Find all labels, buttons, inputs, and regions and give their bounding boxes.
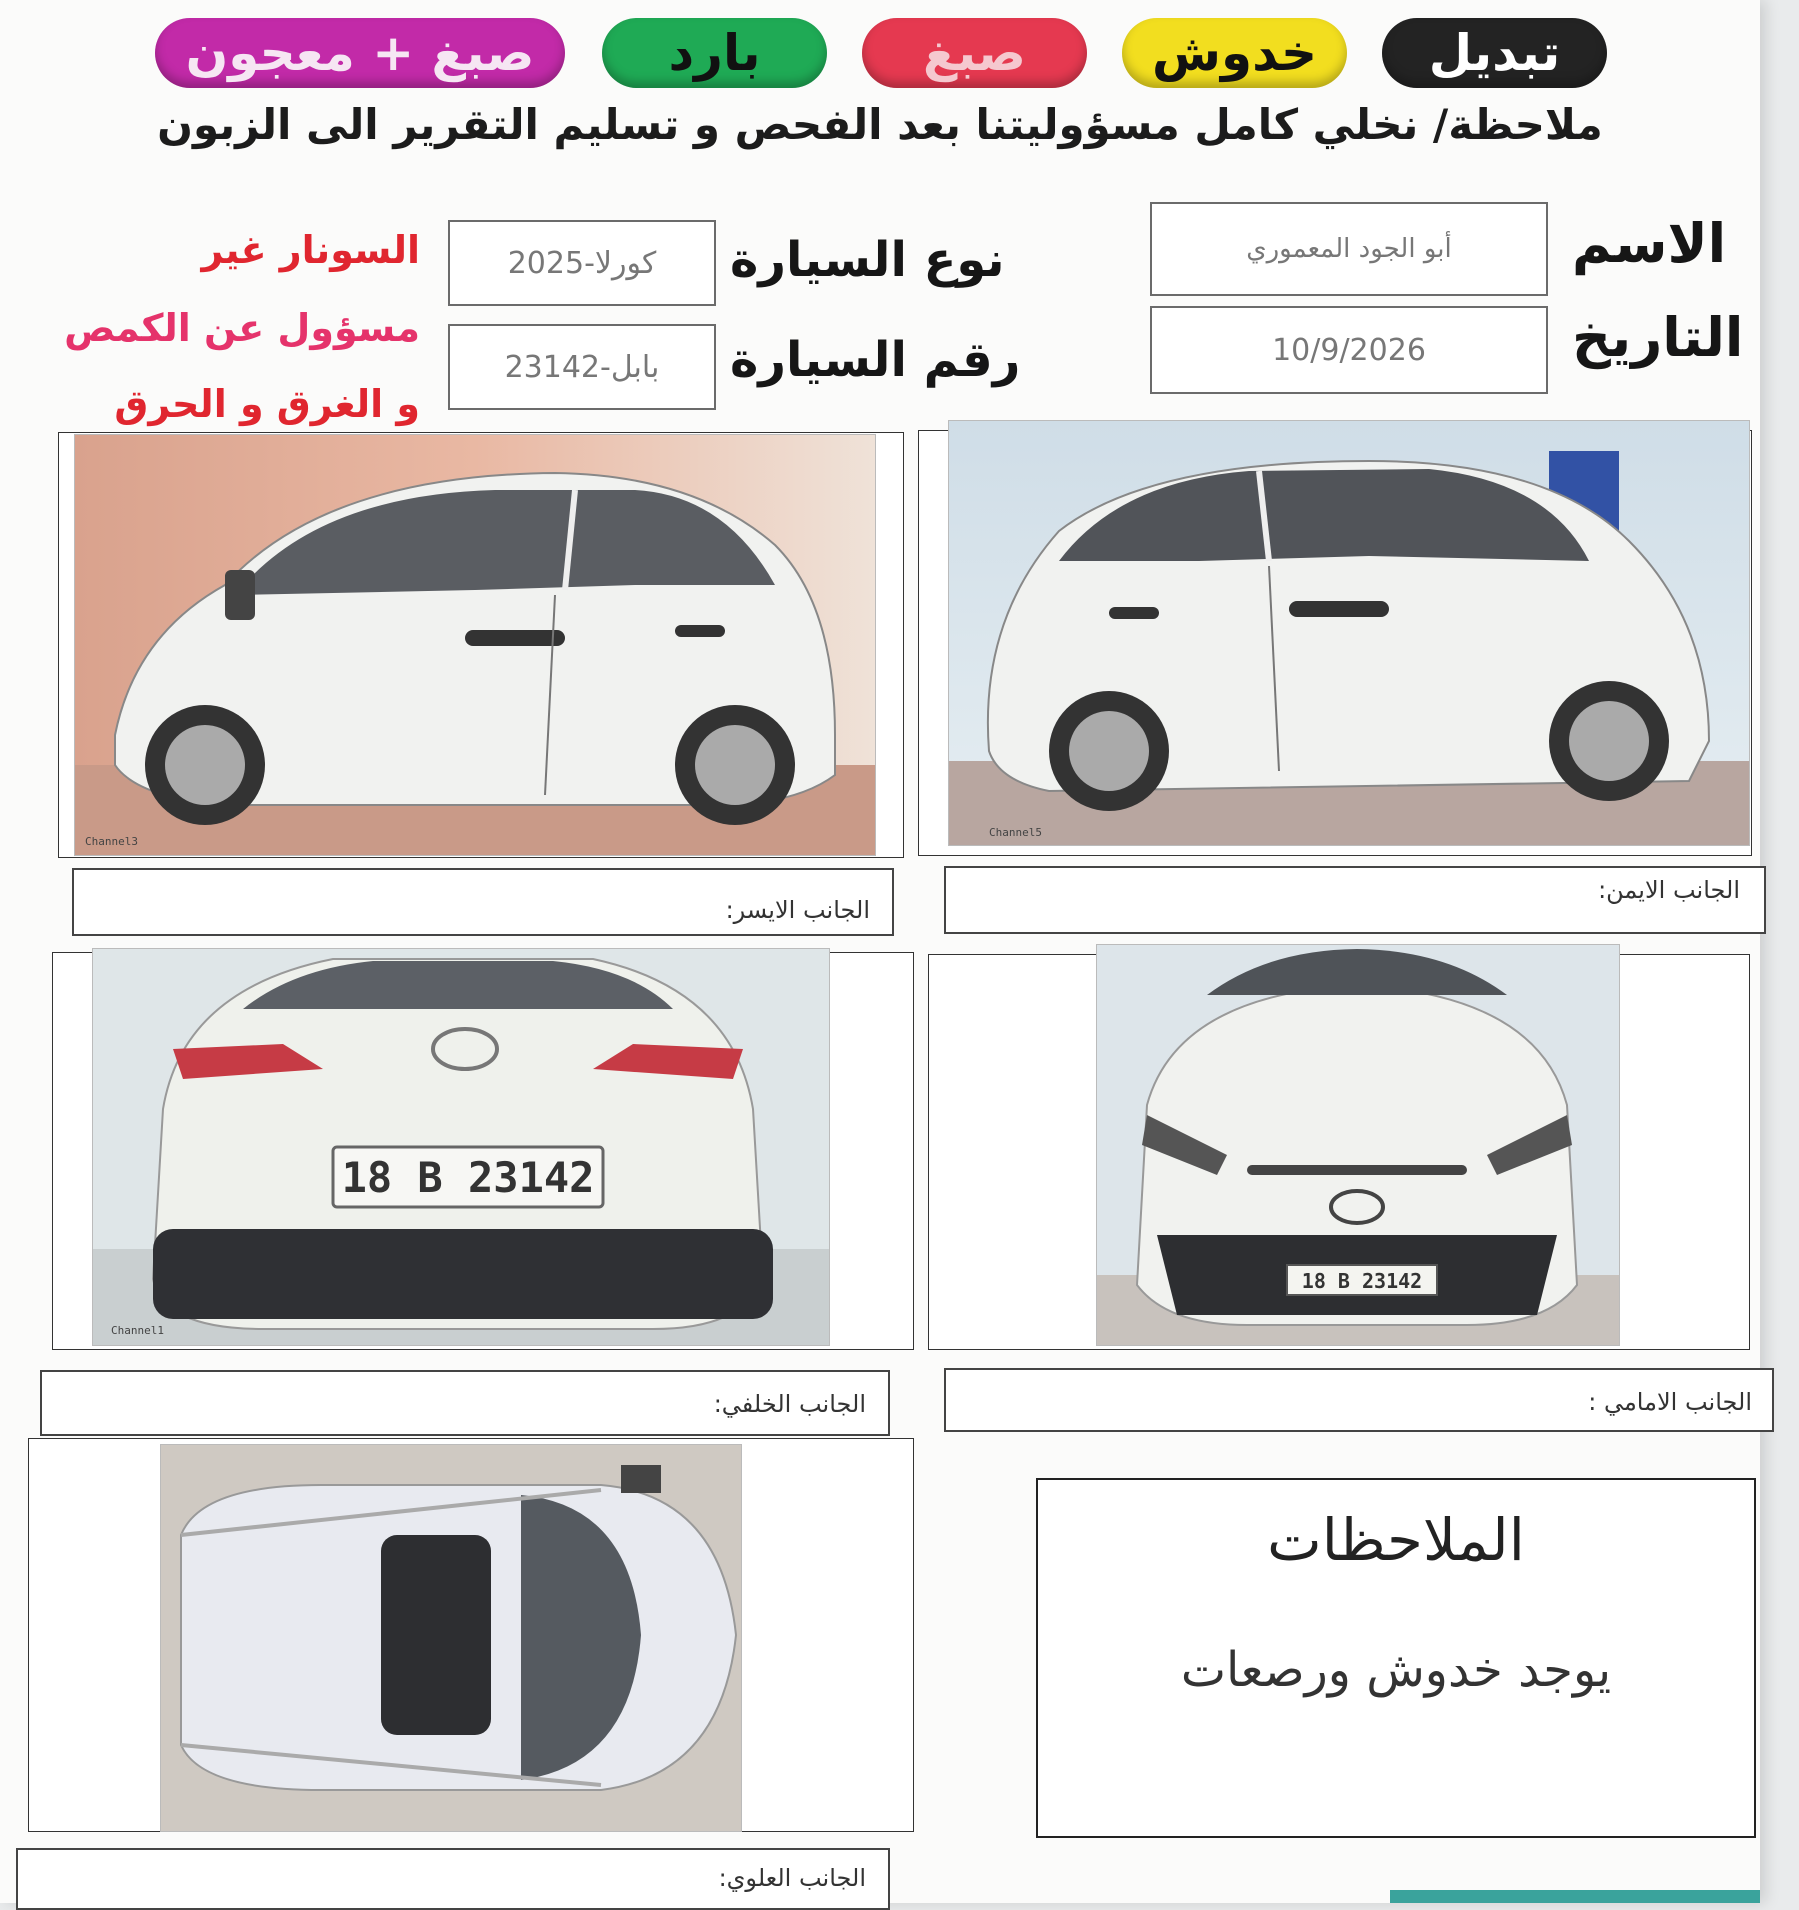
legend-paint-filler — [155, 18, 565, 88]
legend-scratches — [1122, 18, 1347, 88]
name-label: الاسم — [1572, 212, 1727, 275]
rear-watermark: Channel1 — [111, 1324, 164, 1337]
right-side-photo — [948, 420, 1750, 846]
car-type-value: كورلا-2025 — [507, 245, 657, 281]
name-value: أبو الجود المعموري — [1246, 234, 1452, 264]
disclaimer-line-1: السونار غير — [201, 228, 420, 272]
legend-paint-filler-label: صبغ + معجون — [185, 24, 535, 82]
top-caption: الجانب العلوي: — [718, 1864, 866, 1892]
legend-scratches-label: خدوش — [1152, 24, 1317, 82]
right-side-car-image — [949, 421, 1749, 845]
car-number-value: بابل-23142 — [504, 349, 660, 385]
remarks-title: الملاحظات — [1267, 1506, 1525, 1574]
disclaimer-line-2: مسؤول عن الكمص — [64, 306, 420, 350]
legend-replaced-label: تبديل — [1428, 24, 1561, 82]
car-number-field — [448, 324, 716, 410]
date-label: التاريخ — [1572, 306, 1744, 369]
front-caption: الجانب الامامي : — [1588, 1388, 1752, 1416]
legend-paint-label: صبغ — [923, 24, 1026, 82]
top-car-image — [161, 1445, 741, 1831]
top-caption-box — [16, 1848, 890, 1910]
front-photo — [1096, 944, 1620, 1346]
right-side-caption: الجانب الايمن: — [1598, 876, 1740, 904]
rear-photo — [92, 948, 830, 1346]
rear-car-image — [93, 949, 829, 1345]
car-number-label: رقم السيارة — [730, 332, 1021, 388]
legend-cold — [602, 18, 827, 88]
car-type-field — [448, 220, 716, 306]
date-value: 10/9/2026 — [1272, 332, 1426, 368]
left-side-photo — [74, 434, 876, 856]
left-side-watermark: Channel3 — [85, 835, 138, 848]
legend-replaced — [1382, 18, 1607, 88]
legend-paint — [862, 18, 1087, 88]
remarks-text: يوجد خدوش ورصعات — [1180, 1642, 1612, 1698]
front-caption-box — [944, 1368, 1774, 1432]
left-side-caption-box — [72, 868, 894, 936]
right-side-watermark: Channel5 — [989, 826, 1042, 839]
front-car-image — [1097, 945, 1619, 1345]
rear-caption-box — [40, 1370, 890, 1436]
rear-caption: الجانب الخلفي: — [713, 1390, 866, 1418]
corner-tab — [1390, 1890, 1760, 1903]
legend-cold-label: بارد — [668, 24, 761, 82]
remarks-box — [1036, 1478, 1756, 1838]
left-side-caption: الجانب الايسر: — [725, 896, 870, 924]
rear-plate-text: 18 B 23142 — [341, 1153, 595, 1202]
name-field — [1150, 202, 1548, 296]
right-side-caption-box — [944, 866, 1766, 934]
left-side-car-image — [75, 435, 875, 855]
top-photo — [160, 1444, 742, 1832]
responsibility-note: ملاحظة/ نخلي كامل مسؤوليتنا بعد الفحص و تسليم التقرير الى الزبون — [157, 100, 1603, 149]
disclaimer-line-3: و الغرق و الحرق — [114, 382, 420, 426]
front-plate-text: 18 B 23142 — [1301, 1269, 1423, 1293]
date-field — [1150, 306, 1548, 394]
car-type-label: نوع السيارة — [730, 232, 1005, 288]
